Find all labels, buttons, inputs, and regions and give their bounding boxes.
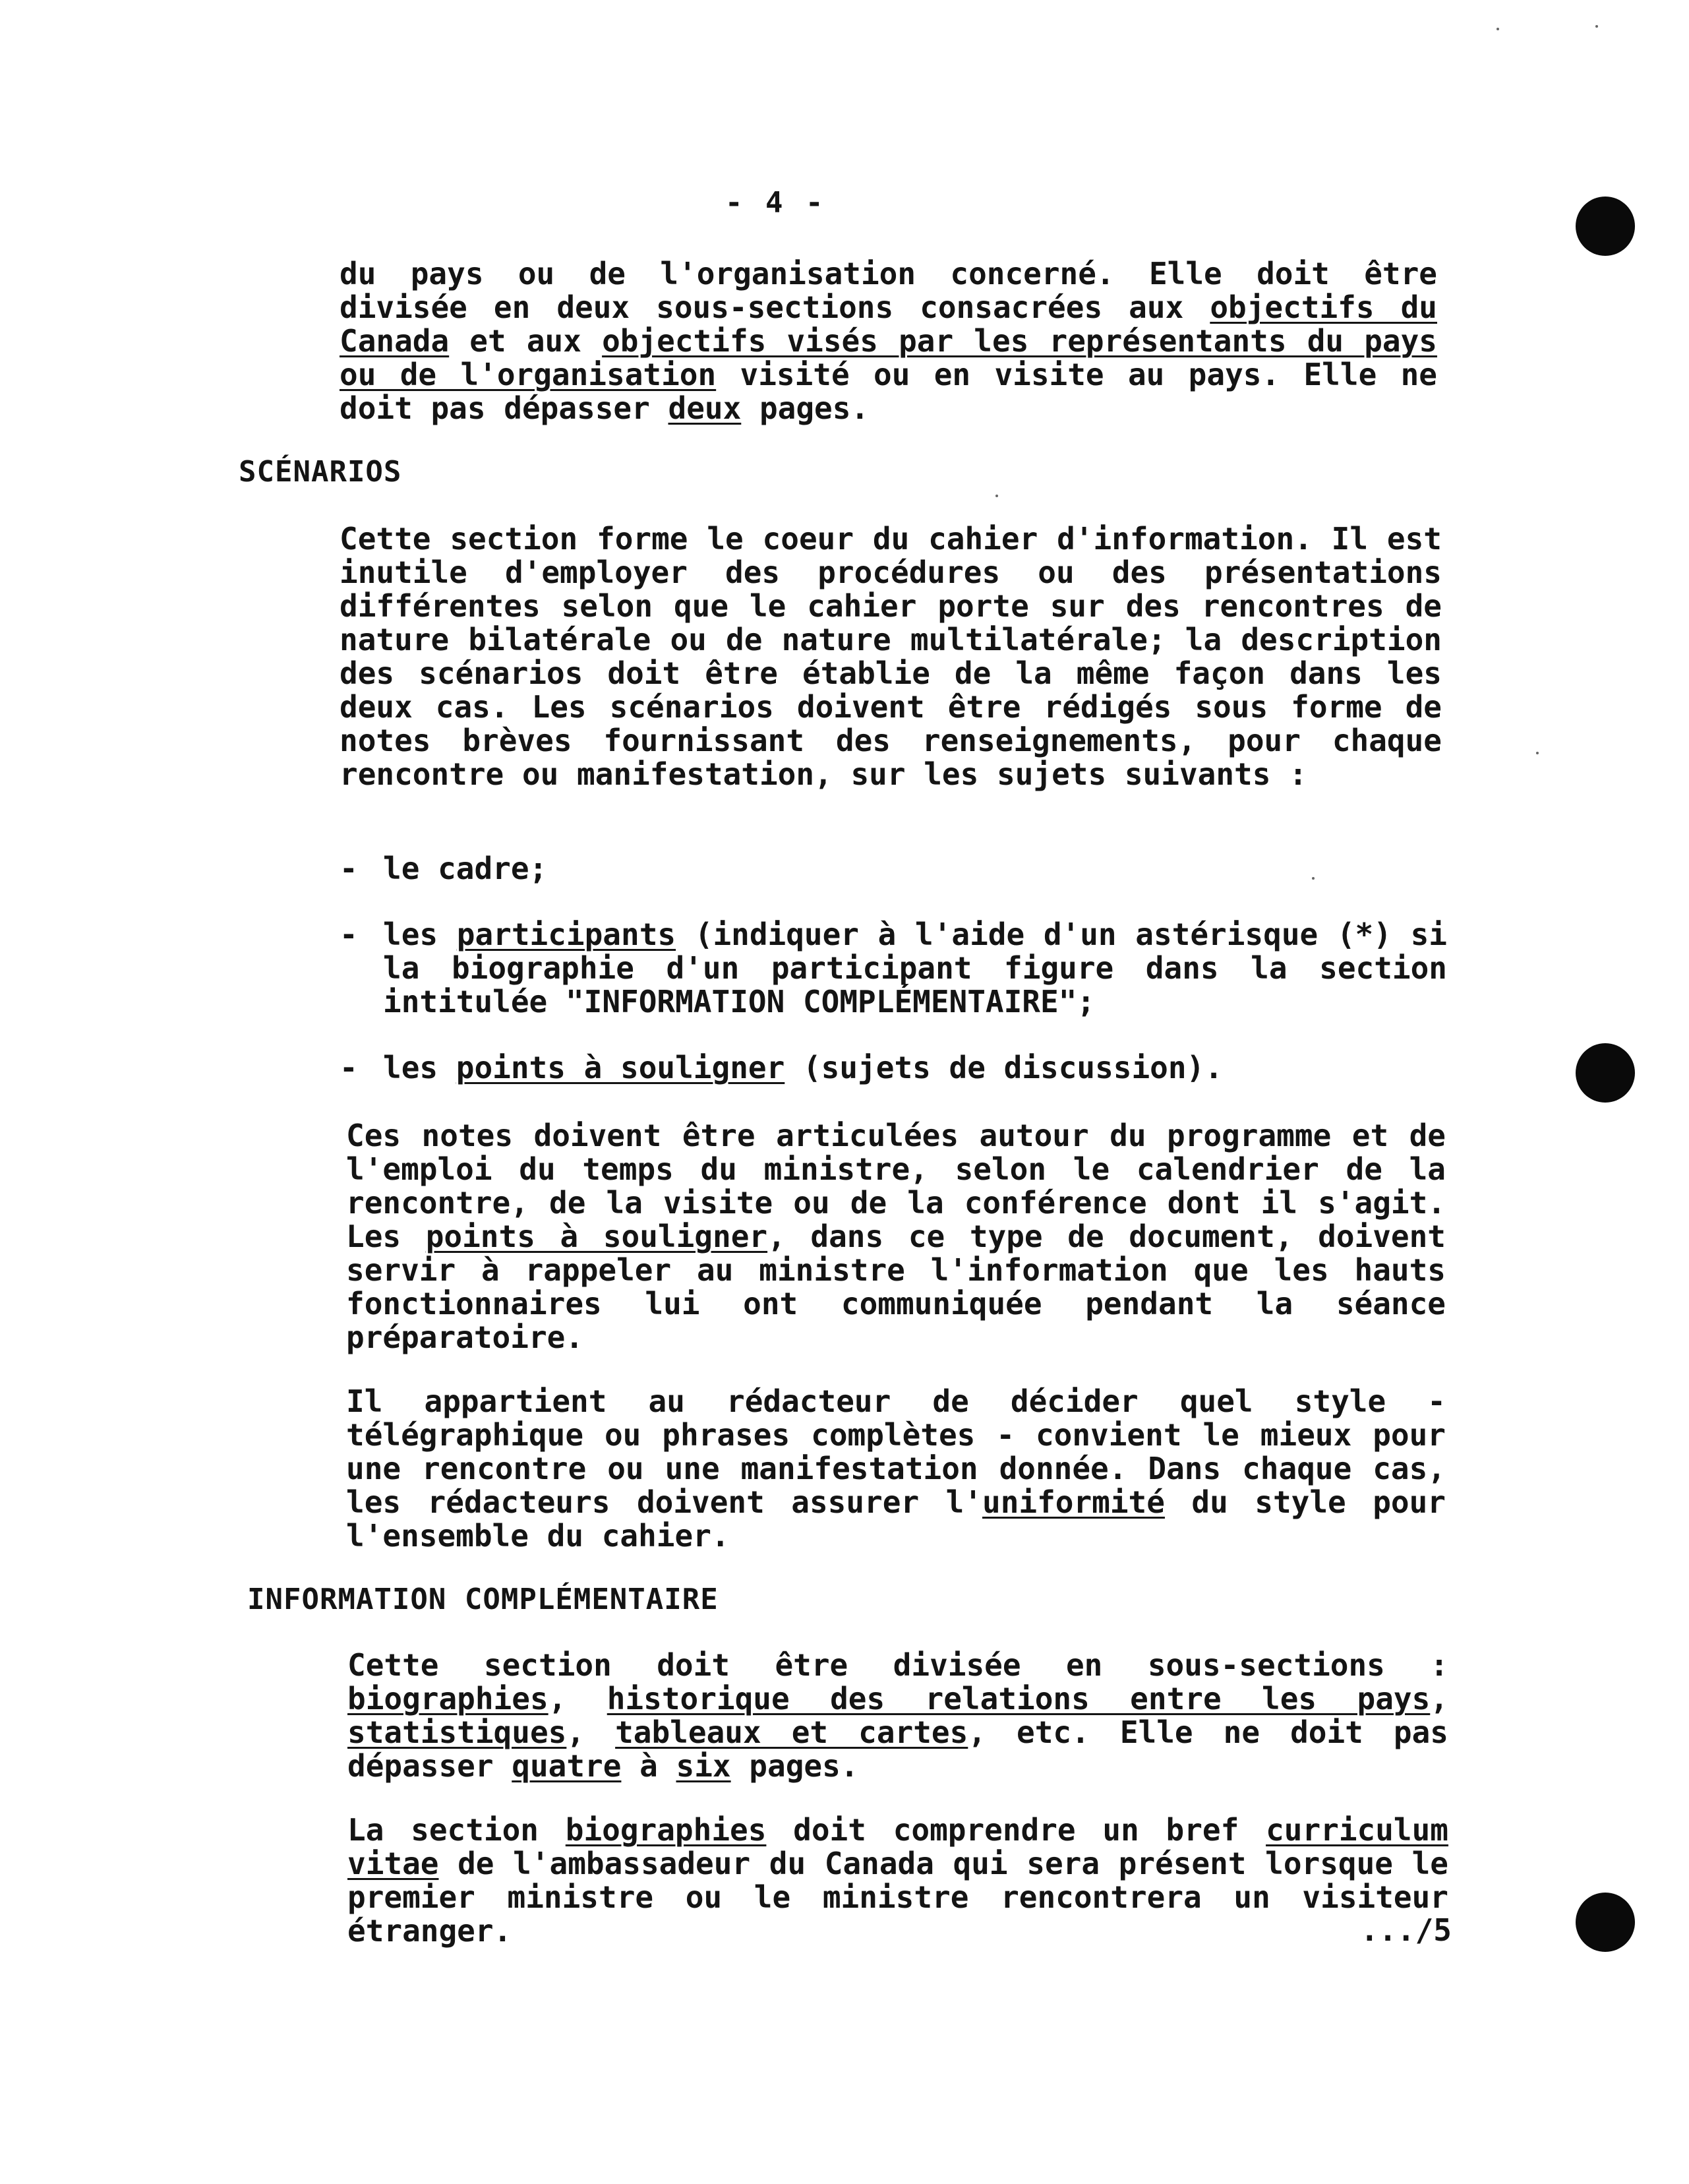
- underline-deux: deux: [668, 390, 742, 426]
- info-p1-sep: ,: [548, 1681, 607, 1716]
- info-paragraph-1: [347, 1649, 1448, 1783]
- underline-points-a-souligner: points à souligner: [456, 1050, 785, 1085]
- underline-objectifs-vises: objectifs visés par les représentants du pays ou de l'organisation: [340, 323, 1438, 392]
- punch-hole-bottom: [1576, 1893, 1635, 1952]
- bullet-cadre: [340, 852, 1447, 886]
- page-number: - 4 -: [725, 186, 826, 220]
- info-p1-sep: , etc. Elle ne doit pas dépasser: [347, 1714, 1449, 1784]
- info-p1-pre: Cette section doit être divisée en sous-sections :: [347, 1647, 1448, 1683]
- info-p2-post: de l'ambassadeur du Canada qui sera présent lorsque le premier ministre ou le ministre rencontrera un visiteur étranger.: [347, 1846, 1448, 1949]
- underline-uniformite: uniformité: [982, 1484, 1165, 1520]
- bullet-cadre-text: le cadre;: [383, 851, 548, 886]
- bullet-participants-post: (indiquer à l'aide d'un astérisque (*) si la biographie d'un participant figure dans la section intitulée "INFORMATION COMPLÉMENTAIRE";: [383, 917, 1447, 1019]
- underline-statistiques: statistiques: [347, 1714, 567, 1750]
- intro-text-2: et aux: [449, 323, 603, 359]
- bullet-dash: -: [340, 917, 358, 952]
- underline-six: six: [676, 1748, 731, 1784]
- info-p1-sep: ,: [566, 1714, 616, 1750]
- intro-text-3: visité ou en visite au pays. Elle ne doit pas dépasser: [340, 357, 1437, 426]
- underline-historique: historique des relations entre les pays: [607, 1681, 1431, 1716]
- underline-objectifs-canada: objectifs du Canada: [340, 289, 1437, 359]
- punch-hole-top: [1576, 197, 1635, 256]
- info-p2-sep: doit comprendre un bref: [766, 1812, 1266, 1848]
- scan-speck: [1595, 25, 1598, 28]
- scenarios-paragraph-2: [346, 1119, 1446, 1354]
- underline-biographies-2: biographies: [565, 1812, 767, 1848]
- underline-points-a-souligner-2: points à souligner: [425, 1219, 768, 1254]
- scenarios-paragraph-3: [346, 1385, 1446, 1553]
- intro-text-1: du pays ou de l'organisation concerné. Elle doit être divisée en deux sous-sections consacrées aux: [340, 256, 1437, 325]
- info-p1-post: pages.: [730, 1748, 859, 1784]
- bullet-points: [340, 1051, 1447, 1085]
- bullet-participants: [340, 918, 1447, 1019]
- scan-speck: [1496, 28, 1499, 30]
- intro-text-4: pages.: [741, 390, 870, 426]
- continuation-marker: .../5: [1360, 1912, 1452, 1948]
- info-p1-sep: à: [621, 1748, 676, 1784]
- scenarios-paragraph-1: Cette section forme le coeur du cahier d'information. Il est inutile d'employer des procédures ou des présentations différentes selon que le cahier porte sur des rencontres de nature bilatérale ou de nature multilatérale; la description des scénarios doit être établie de la même façon dans les deux cas. Les scénarios doivent être rédigés sous forme de notes brèves fournissant des renseignements, pour chaque rencontre ou manifestation, sur les sujets suivants :: [340, 521, 1442, 792]
- intro-paragraph: [340, 257, 1437, 425]
- info-paragraph-2: [347, 1813, 1448, 1948]
- punch-hole-middle: [1576, 1043, 1635, 1103]
- underline-curriculum-vitae: curriculum vitae: [347, 1812, 1449, 1881]
- heading-scenarios: SCÉNARIOS: [239, 455, 402, 489]
- underline-quatre: quatre: [512, 1748, 622, 1784]
- info-p2-pre: La section: [347, 1812, 566, 1848]
- underline-tableaux: tableaux et cartes: [615, 1714, 968, 1750]
- bullet-dash: -: [340, 1050, 358, 1085]
- heading-information-complementaire: INFORMATION COMPLÉMENTAIRE: [247, 1583, 719, 1616]
- scenarios-p3-post: du style pour l'ensemble du cahier.: [346, 1484, 1446, 1554]
- bullet-dash: -: [340, 851, 358, 886]
- scan-speck: [995, 495, 998, 497]
- scenarios-p2-post: , dans ce type de document, doivent servir à rappeler au ministre l'information que les hauts fonctionnaires lui ont communiquée pendant la séance préparatoire.: [346, 1219, 1446, 1355]
- scenarios-p3-pre: Il appartient au rédacteur de décider quel style - télégraphique ou phrases complètes - convient le mieux pour une rencontre ou une manifestation donnée. Dans chaque cas, les rédacteurs doivent assurer l': [346, 1383, 1446, 1520]
- bullet-points-post: (sujets de discussion).: [785, 1050, 1223, 1085]
- bullet-participants-pre: les: [383, 917, 457, 952]
- scan-speck: [1536, 752, 1539, 754]
- underline-biographies: biographies: [347, 1681, 548, 1716]
- bullet-points-pre: les: [383, 1050, 456, 1085]
- underline-participants: participants: [456, 917, 676, 952]
- scenarios-p2-pre: Ces notes doivent être articulées autour du programme et de l'emploi du temps du ministre, selon le calendrier de la rencontre, de la visite ou de la conférence dont il s'agit. Les: [346, 1118, 1446, 1254]
- info-p1-sep: ,: [1430, 1681, 1448, 1716]
